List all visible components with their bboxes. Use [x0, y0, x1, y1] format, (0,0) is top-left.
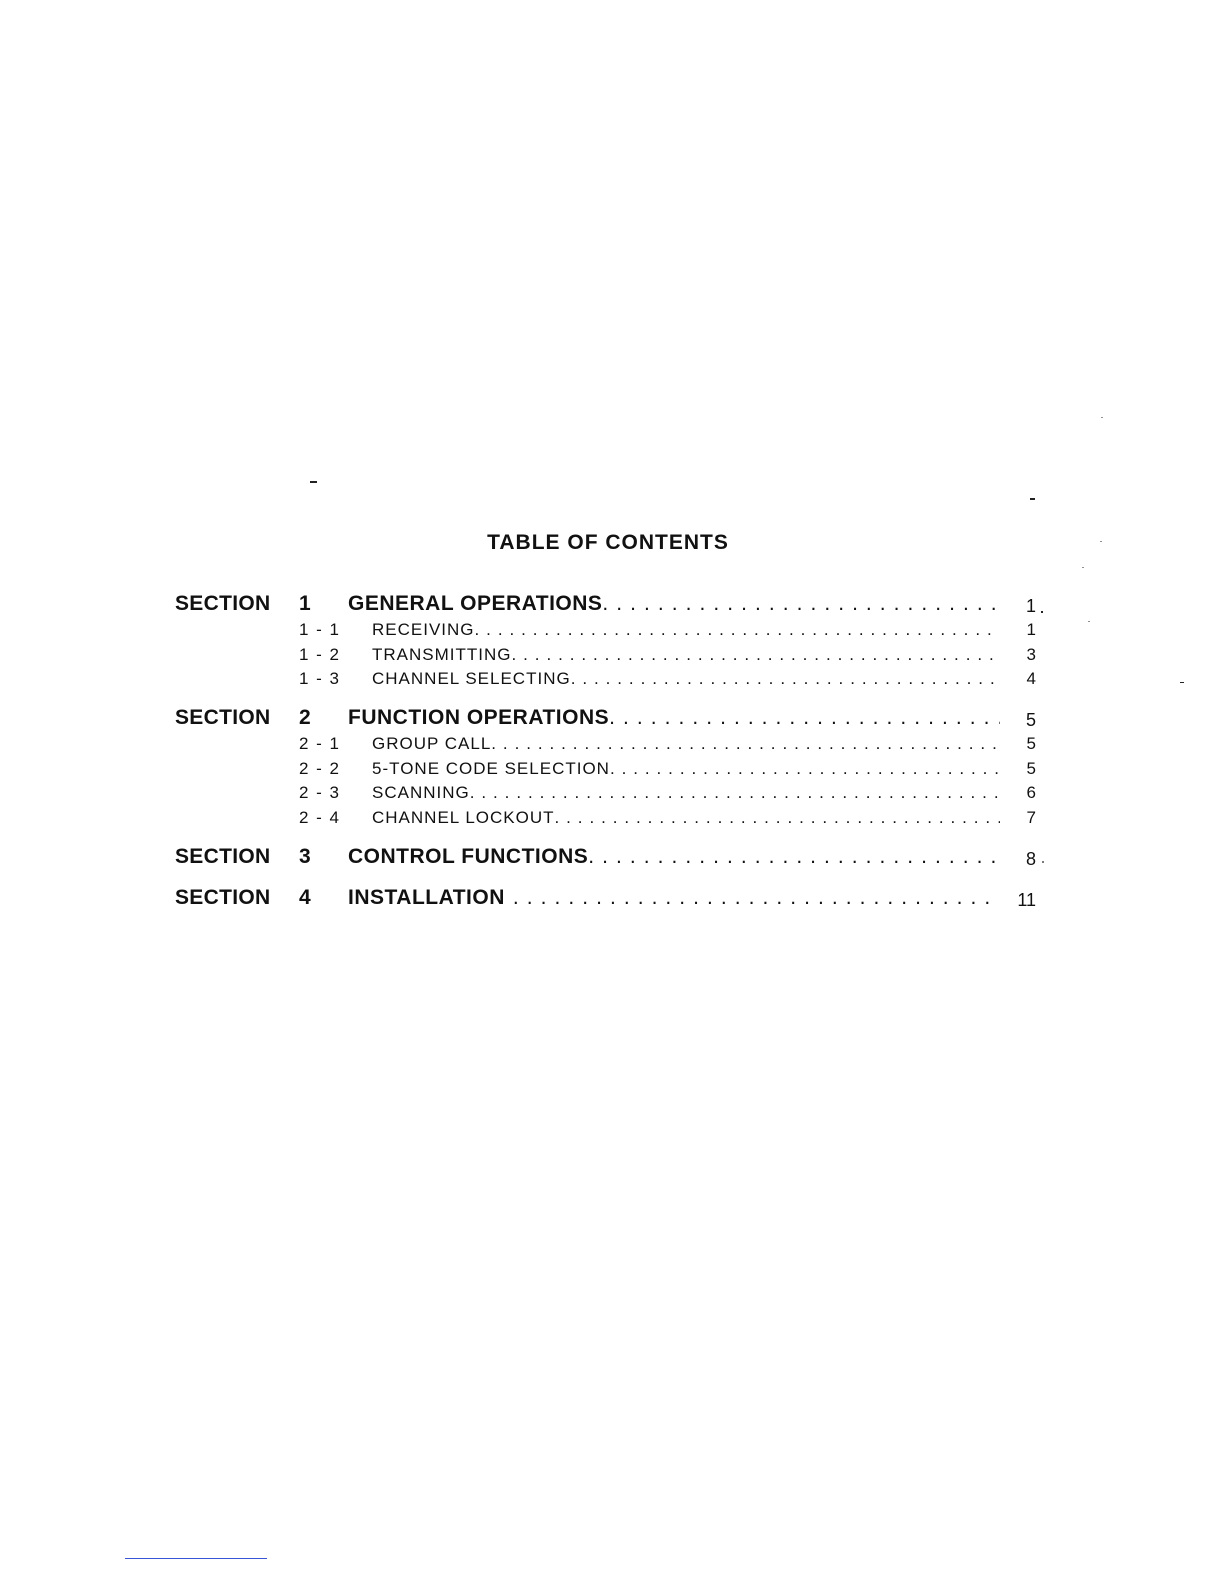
- section-label: SECTION: [175, 706, 271, 729]
- subsection-title-line: [372, 669, 1000, 689]
- scan-speck: [310, 481, 317, 483]
- section-title-line: [348, 706, 1000, 730]
- subsection-number: 1 - 1: [299, 620, 341, 639]
- subsection-title-line: [372, 808, 1000, 828]
- dot-leader: [513, 886, 1000, 910]
- page-number: 5: [1026, 759, 1036, 778]
- dot-leader: [491, 734, 1000, 754]
- dot-leader: [512, 645, 1001, 665]
- page-number: 7: [1026, 808, 1036, 827]
- subsection-title: RECEIVING: [372, 620, 475, 639]
- subsection-title: CHANNEL SELECTING: [372, 669, 571, 688]
- scan-speck: [1101, 417, 1103, 418]
- scan-speck: [1082, 567, 1084, 568]
- section-number: 1: [299, 592, 311, 615]
- subsection-number: 1 - 3: [299, 669, 341, 688]
- subsection-title: TRANSMITTING: [372, 645, 512, 664]
- scan-speck: [1088, 621, 1090, 622]
- page-number: 3: [1026, 645, 1036, 664]
- section-title: GENERAL OPERATIONS: [348, 592, 603, 615]
- page-number: 5: [1026, 734, 1036, 753]
- subsection-title-line: [372, 783, 1000, 803]
- scan-speck: [1030, 498, 1035, 500]
- dot-leader: [588, 845, 1000, 869]
- section-title: INSTALLATION: [348, 886, 505, 909]
- dot-leader: [602, 592, 1000, 616]
- page-number: 1: [1025, 596, 1036, 616]
- scan-speck: [1041, 611, 1043, 613]
- subsection-number: 2 - 4: [299, 808, 341, 827]
- subsection-number: 2 - 1: [299, 734, 341, 753]
- subsection-number: 2 - 2: [299, 759, 341, 778]
- page-number: 5: [1025, 710, 1036, 730]
- section-title: CONTROL FUNCTIONS: [348, 845, 589, 868]
- scan-speck: [1100, 541, 1102, 542]
- subsection-number: 1 - 2: [299, 645, 341, 664]
- dot-leader: [609, 706, 1000, 730]
- page-number: 8: [1025, 849, 1036, 869]
- bottom-rule: [125, 1558, 267, 1559]
- page-number: 1: [1026, 620, 1036, 639]
- subsection-title: SCANNING: [372, 783, 470, 802]
- scan-speck: [1042, 861, 1044, 863]
- dot-leader: [571, 669, 1000, 689]
- subsection-title: 5-TONE CODE SELECTION: [372, 759, 610, 778]
- section-label: SECTION: [175, 886, 271, 909]
- section-label: SECTION: [175, 592, 271, 615]
- subsection-number: 2 - 3: [299, 783, 341, 802]
- section-number: 2: [299, 706, 311, 729]
- subsection-title-line: [372, 734, 1000, 754]
- subsection-title-line: [372, 620, 1000, 640]
- section-title-line: [348, 886, 1000, 910]
- subsection-title: CHANNEL LOCKOUT: [372, 808, 555, 827]
- subsection-title-line: [372, 759, 1000, 779]
- dot-leader: [470, 783, 1000, 803]
- scan-speck: [1180, 682, 1184, 683]
- subsection-title-line: [372, 645, 1000, 665]
- section-title-line: [348, 592, 1000, 616]
- section-number: 4: [299, 886, 311, 909]
- dot-leader: [475, 620, 1000, 640]
- subsection-title: GROUP CALL: [372, 734, 492, 753]
- page-number: 6: [1026, 783, 1036, 802]
- dot-leader: [555, 808, 1000, 828]
- page-number: 4: [1026, 669, 1036, 688]
- section-label: SECTION: [175, 845, 271, 868]
- section-number: 3: [299, 845, 311, 868]
- dot-leader: [610, 759, 1000, 779]
- page-number: 11: [1017, 890, 1036, 910]
- section-title-line: [348, 845, 1000, 869]
- section-title: FUNCTION OPERATIONS: [348, 706, 610, 729]
- toc-title: TABLE OF CONTENTS: [487, 531, 729, 554]
